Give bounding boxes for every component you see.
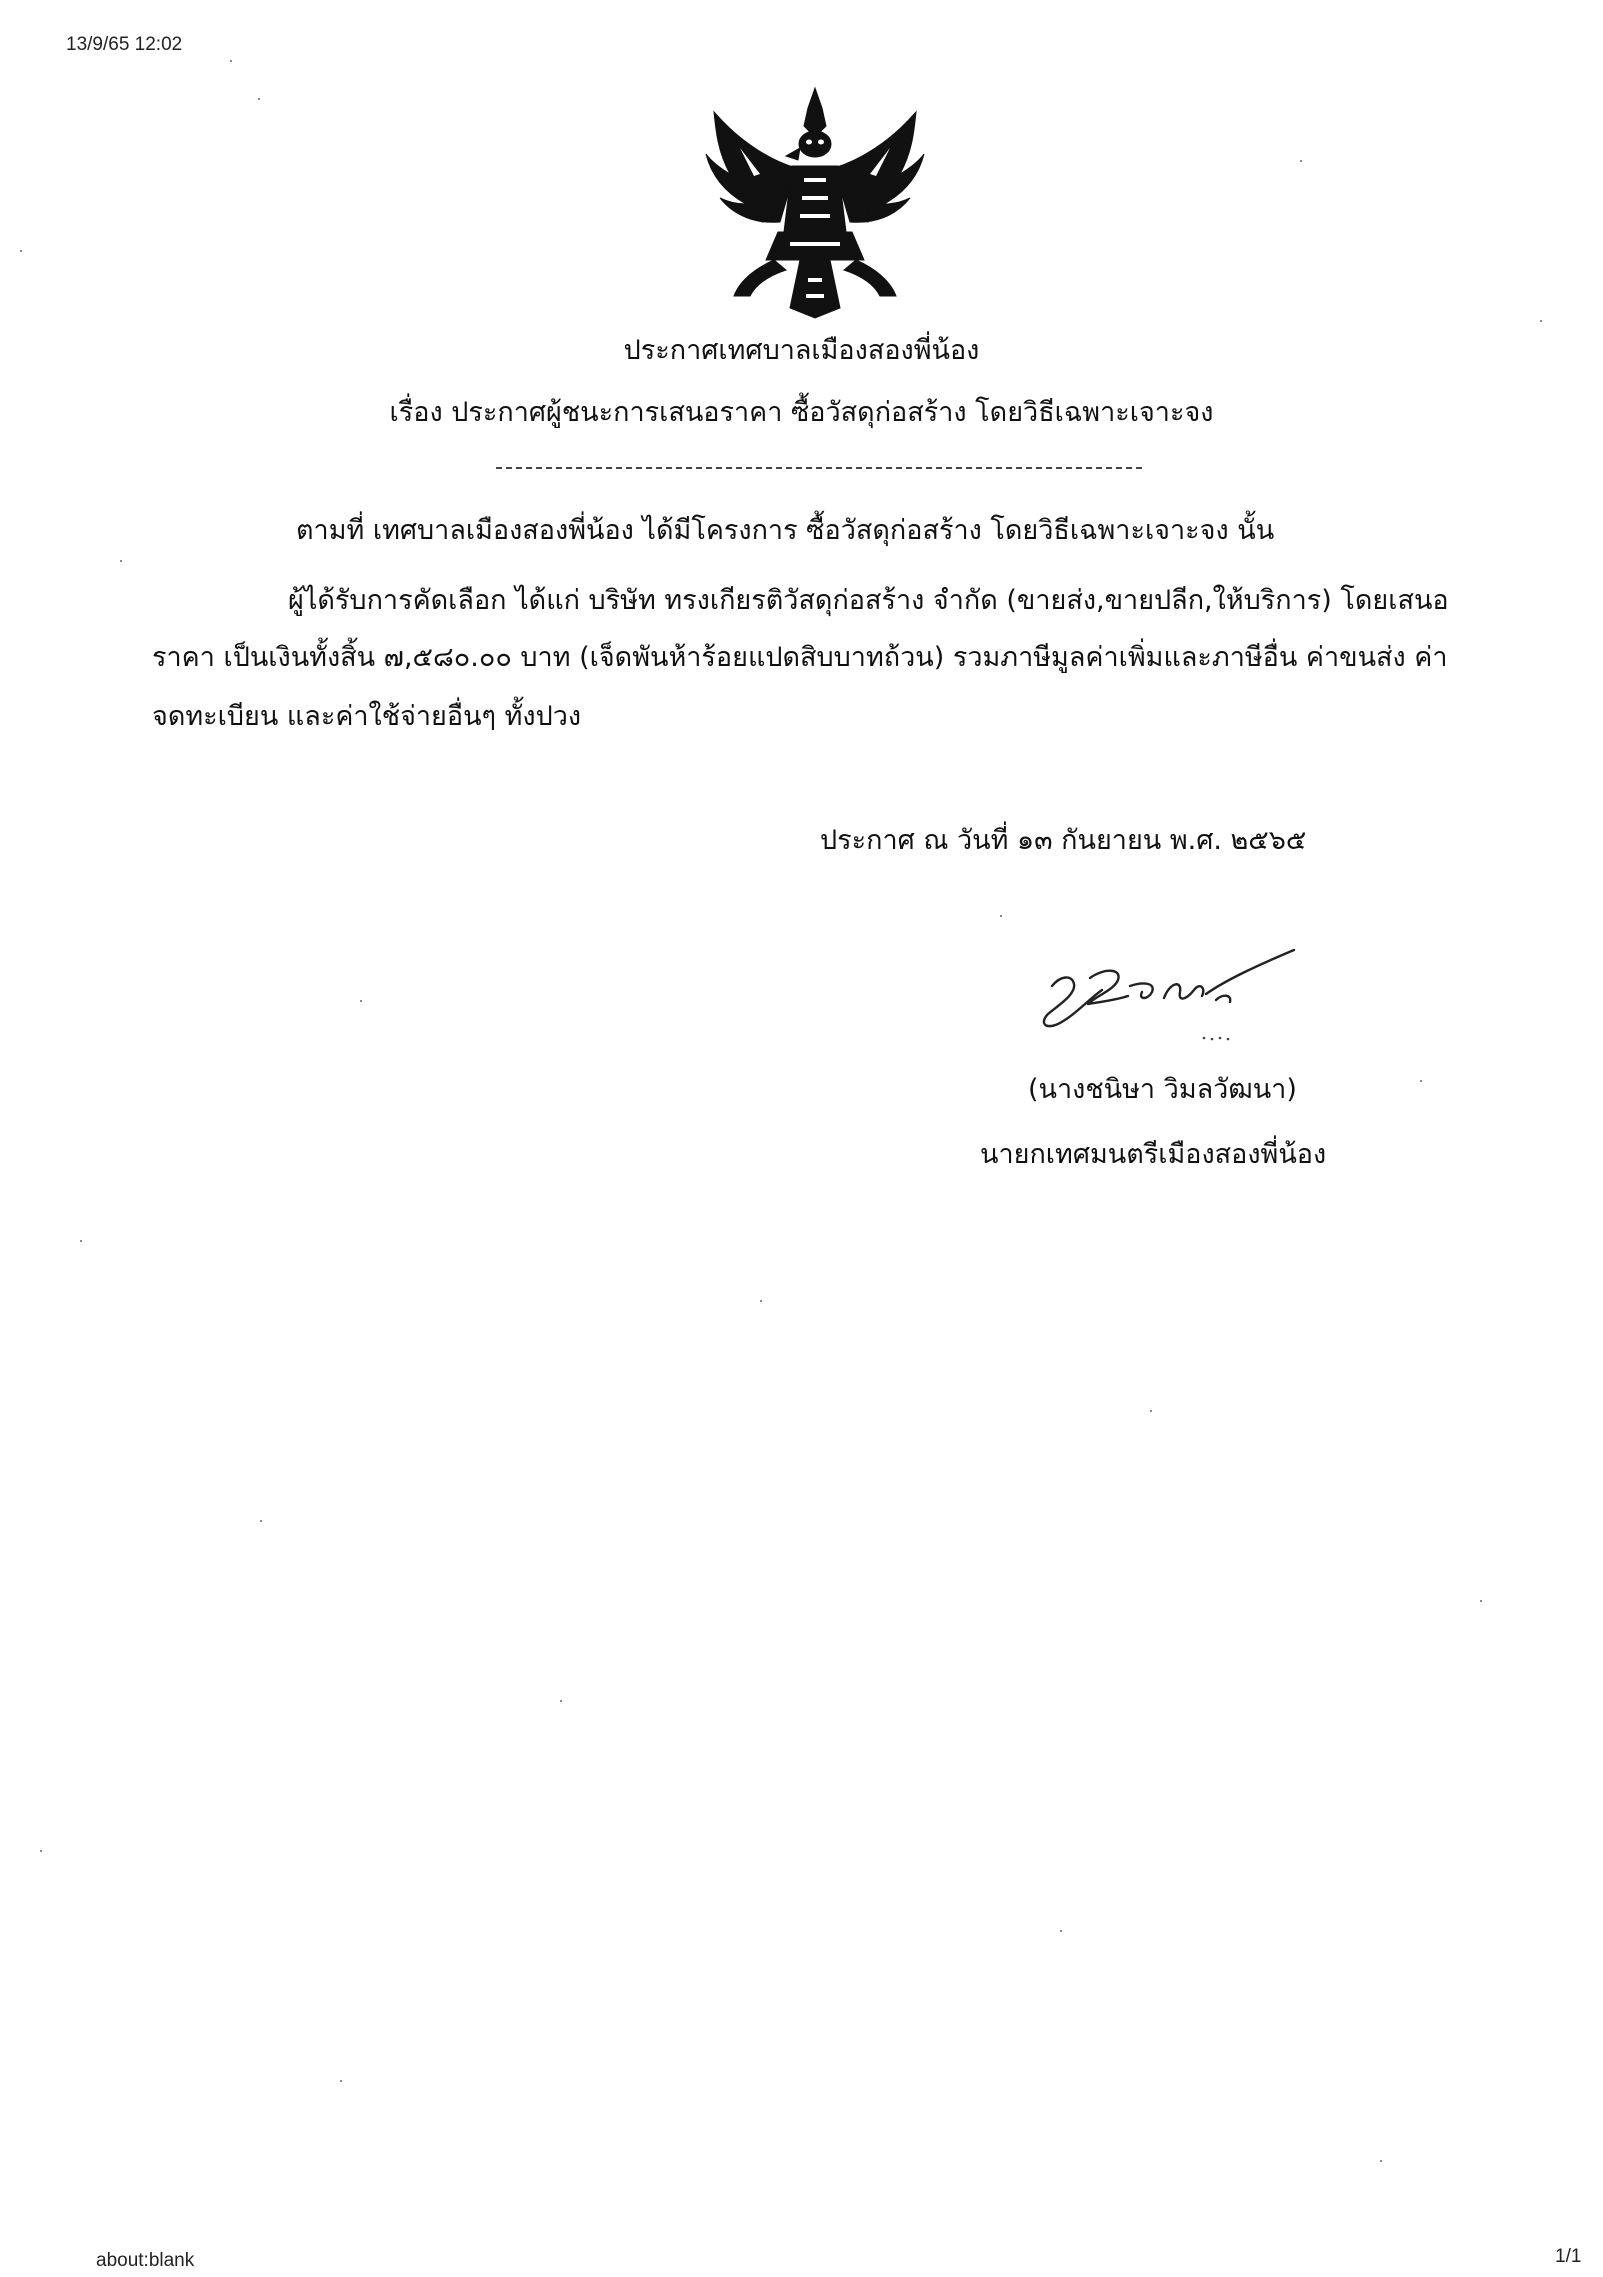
scan-speck [1540,320,1542,322]
scan-speck [560,1700,562,1702]
handwritten-signature [1030,938,1310,1048]
print-header-datetime: 13/9/65 12:02 [66,34,183,55]
scan-speck [260,1520,262,1522]
garuda-emblem-icon [700,82,930,322]
scan-speck [120,560,122,562]
scan-speck [1380,2160,1382,2162]
scan-speck [1060,1930,1062,1932]
print-footer-page-number: 1/1 [1555,2246,1582,2267]
title-divider [496,467,1142,469]
announcement-date: ประกาศ ณ วันที่ ๑๓ กันยายน พ.ศ. ๒๕๖๕ [820,825,1307,856]
scan-speck [760,1300,762,1302]
body-paragraph-line: ตามที่ เทศบาลเมืองสองพี่น้อง ได้มีโครงการ ซื้อวัสดุก่อสร้าง โดยวิธีเฉพาะเจาะจง นั้น [296,515,1275,546]
body-paragraph-line: ราคา เป็นเงินทั้งสิ้น ๗,๕๘๐.๐๐ บาท (เจ็ดพันห้าร้อยแปดสิบบาทถ้วน) รวมภาษีมูลค่าเพิ่มและภาษีอื่น ค่าขนส่ง ค่า [152,642,1448,673]
scan-speck [230,60,232,62]
scan-speck [20,250,22,252]
scan-speck [80,1240,82,1242]
scan-speck [360,1000,362,1002]
announcement-title: ประกาศเทศบาลเมืองสองพี่น้อง [623,335,980,366]
scan-speck [258,98,260,100]
scan-speck [1300,160,1302,162]
body-paragraph-line: จดทะเบียน และค่าใช้จ่ายอื่นๆ ทั้งปวง [152,701,582,732]
scan-speck [40,1850,42,1852]
scan-speck [1480,1600,1482,1602]
scan-speck [1420,1080,1422,1082]
scan-speck [340,2080,342,2082]
scan-speck [1000,915,1002,917]
body-paragraph-line: ผู้ได้รับการคัดเลือก ได้แก่ บริษัท ทรงเกียรติวัสดุก่อสร้าง จำกัด (ขายส่ง,ขายปลีก,ให้บริการ) โดยเสนอ [288,585,1449,616]
signer-name: (นางชนิษา วิมลวัฒนา) [1028,1074,1297,1105]
scan-speck [1150,1410,1152,1412]
announcement-subject: เรื่อง ประกาศผู้ชนะการเสนอราคา ซื้อวัสดุก่อสร้าง โดยวิธีเฉพาะเจาะจง [389,397,1214,428]
print-footer-url: about:blank [96,2250,195,2271]
signer-title: นายกเทศมนตรีเมืองสองพี่น้อง [980,1139,1327,1170]
